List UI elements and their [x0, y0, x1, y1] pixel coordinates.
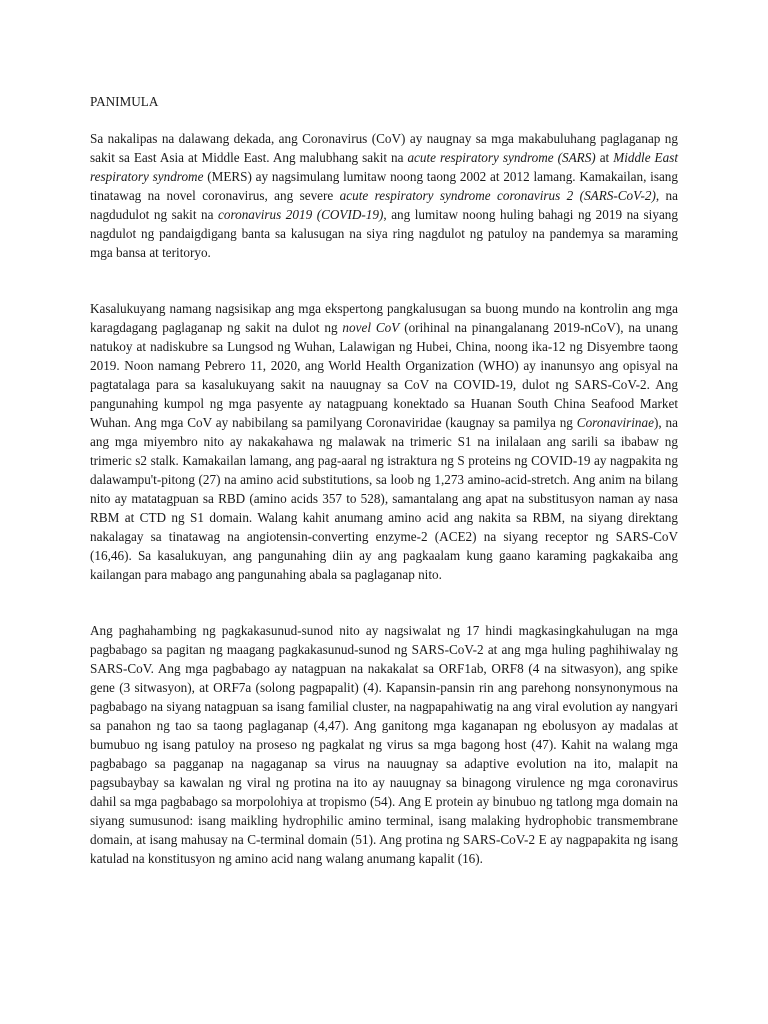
text-run: ), na ang mga miyembro nito ay nakakahawa ng malawak na trimeric S1 na inilalaan ang sarili sa ibabaw ng trimeric s2 stalk. Kamakailan lamang, ang pag-aaral ng istraktura ng S proteins ng COVID-19 ay nagpakita ng dalawampu't-pitong (27) na amino acid substitutions, sa loob ng 1,273 amino-acid-stretch. Ang anim na bilang nito ay matatagpuan sa RBD (amino acids 357 to 528), samantalang ang apat na substitusyon naman ay nasa RBM at CTD ng S1 domain. Walang kahit anumang amino acid ang nakita sa RBM, na siyang direktang nakalagay sa tinatawag na angiotensin-converting enzyme-2 (ACE2) na siyang receptor ng SARS-CoV (16,46). Sa kasalukuyan, ang pangunahing diin ay ang pagkaalam kung gaano karaming pagkakaiba ang kailangan para mabago ang pangunahing abala sa paglaganap nito. — [90, 415, 679, 582]
italic-term: Coronavirinae — [576, 415, 654, 430]
italic-term: novel CoV — [342, 320, 400, 335]
italic-term: coronavirus 2019 (COVID-19) — [218, 207, 384, 222]
italic-term: acute respiratory syndrome (SARS) — [407, 150, 596, 165]
paragraph-1 — [90, 129, 678, 262]
text-run: (MERS) ay nagsimulang lumitaw noong taong 2002 at 2012 lamang. Kamakailan, isang tinatawag na novel coronavirus, ang severe — [90, 169, 678, 203]
body-text — [90, 129, 678, 868]
text-run: at — [595, 150, 614, 165]
text-run: , ang lumitaw noong huling bahagi ng 2019 na siyang nagdulot ng pandaigdigang banta sa kalusugan na siya ring nagdulot ng patuloy na pandemya sa maraming mga bansa at teritoryo. — [90, 207, 678, 260]
text-run: , na nagdudulot ng sakit na — [90, 188, 678, 222]
italic-term: Middle East respiratory syndrome — [90, 150, 678, 184]
text-run: Kasalukuyang namang nagsisikap ang mga ekspertong pangkalusugan sa buong mundo na kontrolin ang mga karagdagang paglaganap ng sakit na dulot ng — [90, 301, 678, 335]
paragraph-3 — [90, 621, 678, 868]
text-run: Sa nakalipas na dalawang dekada, ang Coronavirus (CoV) ay naugnay sa mga makabuluhang paglaganap ng sakit sa East Asia at Middle East. Ang malubhang sakit na — [90, 131, 678, 165]
document-page — [90, 92, 678, 868]
italic-term: acute respiratory syndrome coronavirus 2 (SARS-CoV-2) — [339, 188, 656, 203]
text-run: (orihinal na pinangalanang 2019-nCoV), na unang natukoy at nadiskubre sa Lungsod ng Wuhan, Lalawigan ng Hubei, China, noong ika-12 ng Disyembre taong 2019. Noon namang Pebrero 11, 2020, ang World Health Organization (WHO) ay inanunsyo ang opisyal na pagtatalaga para sa kasalukuyang sakit na nauugnay sa CoV na COVID-19, dulot ng SARS-CoV-2. Ang pangunahing kumpol ng mga pasyente ay natagpuang konektado sa Huanan South China Seafood Market Wuhan. Ang mga CoV ay nabibilang sa pamilyang Coronaviridae (kaugnay sa pamilya ng — [90, 320, 678, 430]
paragraph-2 — [90, 299, 678, 584]
section-heading: PANIMULA — [90, 94, 159, 109]
text-run: Ang paghahambing ng pagkakasunud-sunod nito ay nagsiwalat ng 17 hindi magkasingkahulugan na mga pagbabago sa pagitan ng maagang pagkakasunud-sunod ng SARS-CoV-2 at ang mga huling paghihiwalay ng SARS-CoV. Ang mga pagbabago ay natagpuan na nakakalat sa ORF1ab, ORF8 (4 na sitwasyon), ang spike gene (3 sitwasyon), at ORF7a (solong pagpapalit) (4). Kapansin-pansin rin ang parehong nonsynonymous na pagbabago na siyang natagpuan sa isang familial cluster, na nagpapahiwatig na ang viral evolution ay nangyari sa panahon ng tao sa taong paglaganap (4,47). Ang ganitong mga kaganapan ng ebolusyon ay madalas at bumubuo ng isang patuloy na proseso ng pagkalat ng virus sa mga bagong host (47). Kahit na walang mga pagbabago sa pagganap na nagaganap sa virus na nauugnay sa adaptive evolution na ito, malapit na pagsubaybay sa kawalan ng viral ng protina na ito ay nauugnay sa binagong virulence ng mga coronavirus dahil sa mga pagbabago sa morpolohiya at tropismo (54). Ang E protein ay binubuo ng tatlong mga domain na siyang sumusunod: isang maikling hydrophilic amino terminal, isang malaking hydrophobic transmembrane domain, at isang mahusay na C-terminal domain (51). Ang protina ng SARS-CoV-2 E ay nagpapakita ng isang katulad na konstitusyon ng amino acid nang walang anumang kapalit (16). — [90, 623, 678, 866]
